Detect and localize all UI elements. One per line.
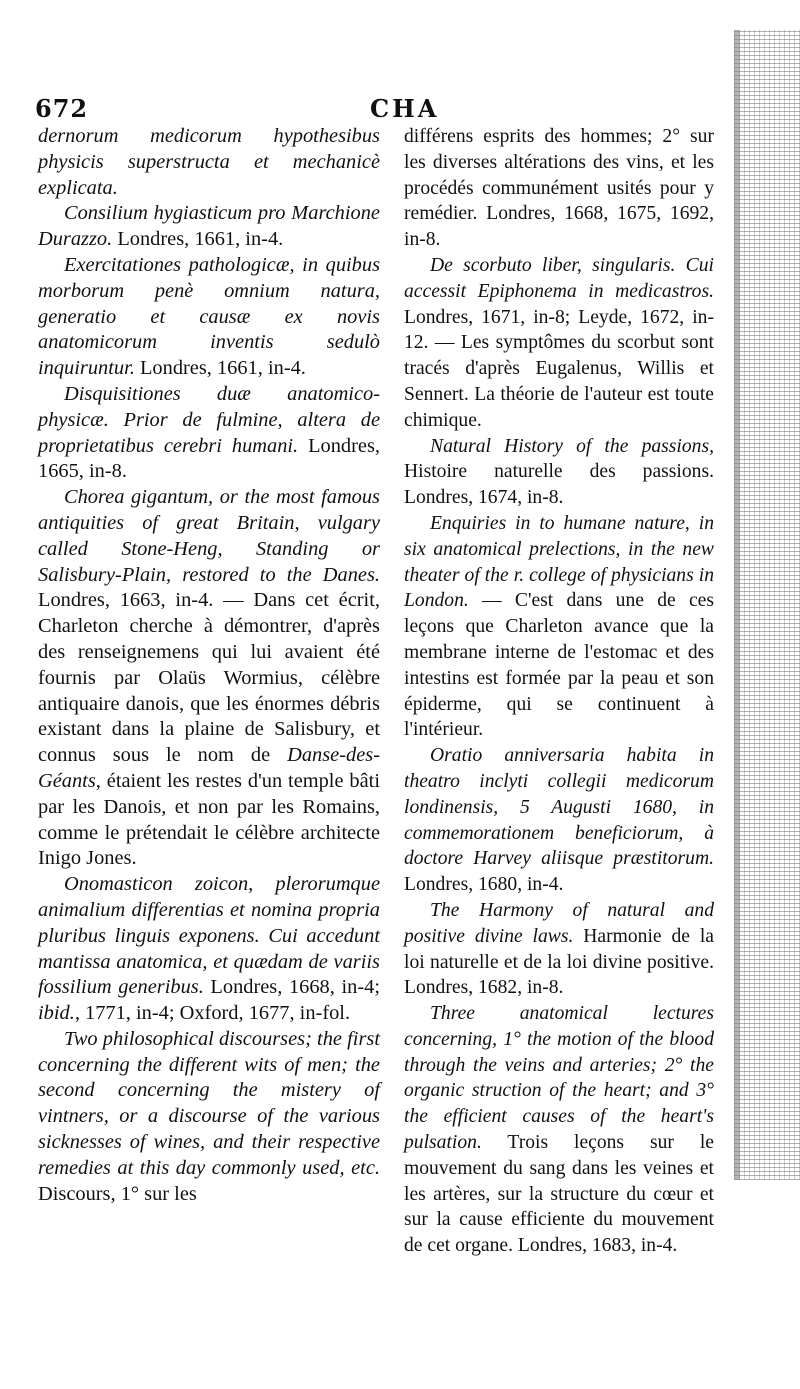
entry-title-italic: ibid. <box>38 1002 75 1025</box>
entry-text: Londres, 1661, in-4. <box>134 357 306 380</box>
entry-text: Londres, 1671, in-8; Leyde, 1672, in-12. — Les symptômes du scorbut sont tracés d'après Eugalenus, Willis et Sennert. La théorie de l'auteur est toute chimique. <box>404 306 714 431</box>
entry-text: Trois leçons sur le mouvement du sang dans les veines et les artères, sur la structure du cœur et sur la cause efficiente du mouvement de cet organe. Londres, 1683, in-4. <box>404 1132 714 1257</box>
entry-text: , 1771, in-4; Oxford, 1677, in-fol. <box>74 1002 351 1025</box>
bibliography-entry <box>38 124 380 201</box>
bibliography-entry <box>38 201 380 253</box>
entry-title-italic: De scorbuto liber, singularis. Cui accessit Epiphonema in medicastros. <box>404 254 714 302</box>
page-number: 672 <box>35 94 89 123</box>
entry-title-italic: Three anatomical lectures concerning, 1° the motion of the blood through the veins and arteries; 2° the organic struction of the heart; and 3° the efficient causes of the heart's pulsation. <box>404 1003 714 1154</box>
bibliography-entry <box>404 434 714 511</box>
entry-text: Harmonie de la loi naturelle et de la loi divine positive. Londres, 1682, in-8. <box>404 925 714 999</box>
entry-text: — C'est dans une de ces leçons que Charleton avance que la membrane interne de l'estomac et des intestins est formée par la peau et son épiderme, qui se continuent à l'intérieur. <box>404 590 714 741</box>
bibliography-entry <box>404 898 714 1001</box>
right-column <box>404 124 714 1259</box>
entry-title-italic: Onomasticon zoicon, plerorumque animalium differentias et nomina propria pluribus linguis exponens. Cui accedunt mantissa anatomica, et quædam de variis fossilium generibus. <box>38 873 380 999</box>
bibliography-entry <box>38 382 380 485</box>
entry-title-italic: Natural History of the passions, <box>430 435 714 457</box>
entry-text: Londres, 1665, in-8. <box>38 434 381 483</box>
entry-title-italic: Exercitationes pathologicæ, in quibus morborum penè omnium natura, generatio et causæ ex novis anatomicorum inventis sedulò inquiruntur. <box>38 253 380 380</box>
bibliography-entry <box>38 253 380 382</box>
entry-title-italic: Chorea gigantum, or the most famous antiquities of great Britain, vulgary called Stone-Heng, Standing or Salisbury-Plain, restored to the Danes. <box>38 486 380 586</box>
entry-title-italic: Oratio anniversaria habita in theatro inclyti collegii medicorum londinensis, 5 Augusti 1680, in commemorationem beneficiorum, à doctore Harvey aliisque præstitorum. <box>404 745 714 870</box>
entry-text: Londres, 1680, in-4. <box>404 874 564 896</box>
bibliography-entry <box>38 1027 380 1208</box>
bibliography-entry <box>404 511 714 743</box>
bibliography-entry <box>38 485 380 872</box>
entry-text: Londres, 1668, in-4; <box>203 976 380 999</box>
entry-text: Histoire naturelle des passions. Londres, 1674, in-8. <box>404 461 714 509</box>
entry-title-italic: The Harmony of natural and positive divine laws. <box>404 899 714 947</box>
entry-text: différens esprits des hommes; 2° sur les diverses altérations des vins, et les procédés communément usités pour y remédier. Londres, 1668, 1675, 1692, in-8. <box>404 126 714 251</box>
entry-title-italic: Disquisitiones duæ anatomico-physicæ. Prior de fulmine, altera de proprietatibus cerebri humani. <box>38 382 380 457</box>
bibliography-entry <box>404 253 714 434</box>
bibliography-entry <box>404 1001 714 1259</box>
bibliography-entry <box>38 872 380 1027</box>
entry-title-italic: Two philosophical discourses; the first concerning the different wits of men; the second concerning the mistery of vintners, or a discourse of the various sicknesses of wines, and their respective remedies at this day commonly used, etc. <box>38 1027 380 1179</box>
entry-title-italic: Danse-des-Géants <box>38 744 380 792</box>
entry-title-italic: dernorum medicorum hypothesibus physicis superstructa et mechanicè explicata. <box>38 125 380 199</box>
bibliography-entry <box>404 743 714 898</box>
entry-text: , étaient les restes d'un temple bâti par les Danois, et non par les Romains, comme le prétendait le célèbre architecte Inigo Jones. <box>38 769 380 870</box>
left-column <box>38 124 380 1207</box>
entry-text: Londres, 1661, in-4. <box>112 228 284 251</box>
entry-title-italic: Consilium hygiasticum pro Marchione Durazzo. <box>38 202 380 251</box>
entry-text: Discours, 1° sur les <box>38 1182 197 1205</box>
entry-title-italic: Enquiries in to humane nature, in six anatomical prelections, in the new theater of the r. college of physicians in London. <box>404 512 714 612</box>
page-edge-scan-strip <box>734 30 800 1180</box>
running-head: CHA <box>370 94 440 123</box>
entry-text: Londres, 1663, in-4. — Dans cet écrit, Charleton cherche à démontrer, d'après des renseignemens qui lui avaient été fournis par Olaüs Wormius, célèbre antiquaire danois, que les énormes débris existant dans la plaine de Salisbury, et connus sous le nom de <box>38 589 380 767</box>
bibliography-entry <box>404 124 714 253</box>
